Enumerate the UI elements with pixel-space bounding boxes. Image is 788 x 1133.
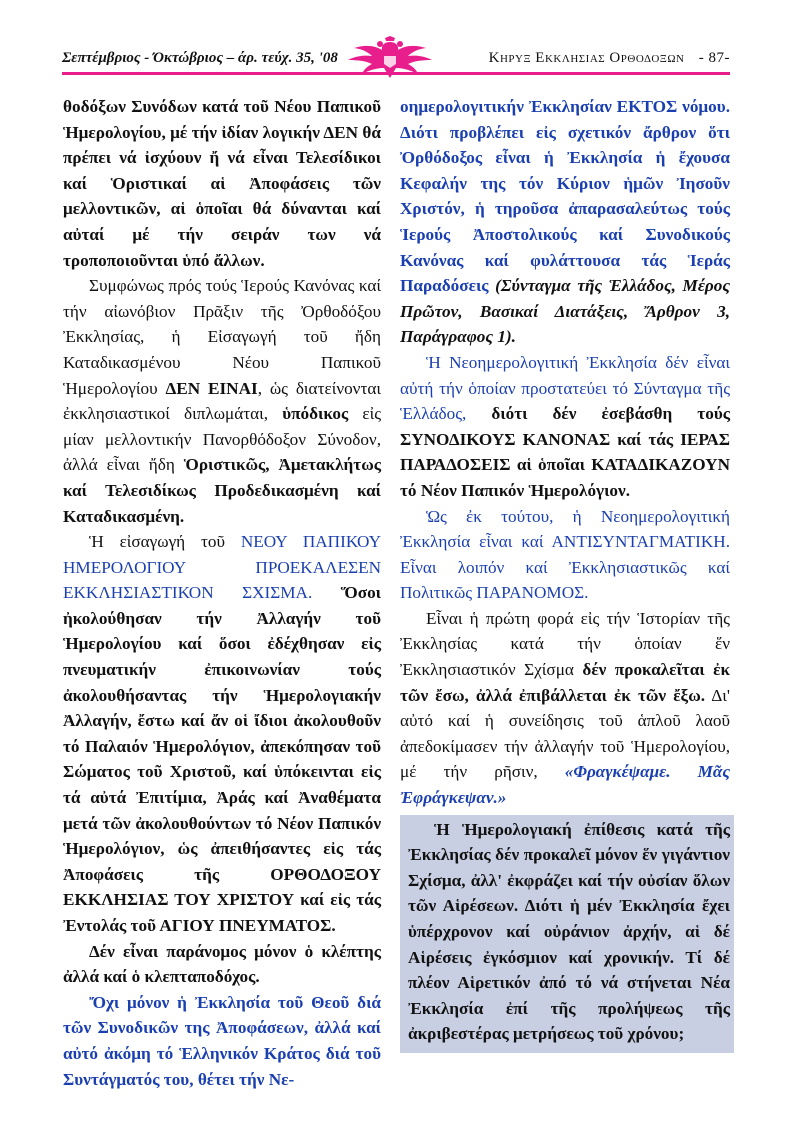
text-run: ΝΕΟΥ ΠΑΠΙΚΟΥ ΗΜΕΡΟΛΟΓΙΟΥ ΠΡΟΕΚΑΛΕΣΕΝ ΕΚΚΛΗΣΙΑΣΤΙΚΟΝ ΣΧΙΣΜΑ. — [63, 532, 382, 603]
text-run: (Σύνταγμα τῆς Ἑλλάδος, Μέρος Πρῶτον, Βασικαί Διατάξεις, Ἄρθρον 3, Παράγραφος 1). — [400, 276, 730, 347]
publication-title — [489, 50, 730, 67]
paragraph — [63, 273, 381, 529]
text-run: οημερολογιτικήν Ἐκκλησίαν ΕΚΤΟΣ νόμου. Διότι προβλέπει εἰς σχετικόν ἄρθρον ὅτι Ὀρθόδοξος εἶναι ἡ Ἐκκλησία ἡ ἔχουσα Κεφαλήν της τόν Κύριον ἡμῶν Ἰησοῦν Χριστόν, ἡ τηροῦσα ἀπαρασαλεύτως τούς Ἱερούς Ἀποστολικούς καί Συνοδικούς Κανόνας καί φυλάττουσα τάς Ἱεράς Παραδόσεις — [400, 97, 730, 296]
paragraph — [400, 606, 730, 811]
text-run: δέν προκαλεῖται ἐκ τῶν ἔσω, ἀλλά ἐπιβάλλεται ἐκ τῶν ἔξω. — [400, 660, 731, 705]
text-run: Ὁριστικῶς, Ἀμετακλήτως καί Τελεσιδίκως Προδεδικασμένη καί Καταδικασμένη. — [63, 455, 382, 526]
text-run: «Φραγκέψαμε. Μᾶς Ἐφράγκεψαν.» — [400, 762, 731, 808]
left-column — [63, 94, 381, 1092]
text-run: εἰς μίαν μελλοντικήν Πανορθόδοξον Σύνοδον, ἀλλά εἶναι ἤδη — [63, 404, 381, 475]
text-run: Ἡ Νεοημερολογιτική Ἐκκλησία δέν εἶναι αὐτή τήν ὁποίαν προστατεύει τό Σύνταγμα τῆς Ἑλλάδος, — [400, 352, 730, 424]
paragraph: Ὡς ἐκ τούτου, ἡ Νεοημερολογιτική Ἐκκλησία εἶναι καί ΑΝΤΙΣΥΝΤΑΓΜΑΤΙΚΗ. Εἶναι λοιπόν καί Ἐκκλησιαστικῶς καί Πολιτικῶς ΠΑΡΑΝΟΜΟΣ. — [400, 506, 730, 603]
paragraph — [400, 94, 730, 350]
paragraph: Δέν εἶναι παράνομος μόνον ὁ κλέπτης ἀλλά καί ὁ κλεπταποδόχος. — [63, 941, 381, 987]
text-run: ΔΕΝ ΕΙΝΑΙ — [165, 378, 258, 398]
paragraph — [400, 350, 730, 504]
text-run: Ὅσοι ἠκολούθησαν τήν Ἀλλαγήν τοῦ Ἡμερολογίου καί ὅσοι ἐδέχθησαν εἰς πνευματικήν ἐπικοινωνίαν τούς ἀκολουθήσαντας τήν Ἡμερολογιακήν Ἀλλαγήν, ἔστω καί ἄν οἱ ἴδιοι ἀκολουθοῦν τό Παλαιόν Ἡμερολόγιον, ἀπεκόπησαν τοῦ Σώματος τοῦ Χριστοῦ, καί ὑπόκεινται εἰς τά αὐτά Ἐπιτίμια, Ἀράς καί Ἀναθέματα μετά τῶν ἀκολουθούντων τό Νέον Παπικόν Ἡμερολόγιον, ὡς ἀπειθήσαντες εἰς τάς Ἀποφάσεις τῆς ΟΡΘΟΔΟΞΟΥ ΕΚΚΛΗΣΙΑΣ ΤΟΥ ΧΡΙΣΤΟΥ καί εἰς τάς Ἐντολάς τοῦ ΑΓΙΟΥ ΠΝΕΥΜΑΤΟΣ. — [63, 583, 381, 935]
right-column — [400, 94, 730, 1053]
paragraph — [63, 529, 381, 939]
text-run: Εἶναι ἡ πρώτη φορά εἰς τήν Ἱστορίαν τῆς Ἐκκλησίας κατά τήν ὁποίαν ἕν Ἐκκλησιαστικόν Σχίσμα — [400, 608, 730, 680]
page-number: - 87- — [698, 50, 730, 66]
page-header — [62, 36, 730, 80]
text-run: , ὡς διατείνονται ἐκκλησιαστικοί διπλωμάται, — [63, 378, 381, 424]
text-run: Ἡ εἰσαγωγή τοῦ — [89, 532, 225, 552]
text-run: Δι' αὐτό καί ἡ συνείδησις τοῦ ἁπλοῦ λαοῦ ἀπεδοκίμασεν τήν ἀλλαγήν τοῦ Ἡμερολογίου, μέ τήν ρῆσιν, — [400, 685, 730, 782]
header-rule — [62, 72, 730, 75]
paragraph: θοδόξων Συνόδων κατά τοῦ Νέου Παπικοῦ Ἡμερολογίου, μέ τήν ἰδίαν λογικήν ΔΕΝ θά πρέπει νά ἰσχύουν ἤ νά εἶναι Τελεσίδικοι καί Ὁριστικαί αἱ Ἀποφάσεις τῶν μελλοντικῶν, αἱ ὁποῖαι θά δύνανται καί αὐταί μέ τήν σειράν των νά τροποποιοῦνται ὑπό ἄλλων. — [63, 97, 381, 270]
publication-name: Κηρυξ Εκκλησιας Ορθοδοξων — [488, 50, 685, 66]
text-run: Συμφώνως πρός τούς Ἱερούς Κανόνας καί τήν αἰωνόβιον Πρᾶξιν τῆς Ὀρθοδόξου Ἐκκλησίας, ἡ Εἰσαγωγή τοῦ ἤδη Καταδικασμένου Νέου Παπικοῦ Ἡμερολογίου — [63, 276, 381, 398]
paragraph: Ὄχι μόνον ἡ Ἐκκλησία τοῦ Θεοῦ διά τῶν Συνοδικῶν της Ἀποφάσεων, ἀλλά καί αὐτό ἀκόμη τό Ἑλληνικόν Κράτος διά τοῦ Συντάγματός του, θέτει τήν Νε- — [63, 992, 381, 1089]
highlighted-paragraph: Ἡ Ἡμερολογιακή ἐπίθεσις κατά τῆς Ἐκκλησίας δέν προκαλεῖ μόνον ἕν γιγάντιον Σχίσμα, ἀλλ' ἐκφράζει καί τήν οὐσίαν ὅλων τῶν Αἱρέσεων. Διότι ἡ μέν Ἐκκλησία ἔχει ὑπέρχρονον καί οὐράνιον ἀρχήν, αἱ δέ Αἱρέσεις ἐγκόσμιον καί χρονικήν. Τί δέ πλέον Αἱρετικόν ἀπό τό νά στήνεται Νέα Ἐκκλησία ἐπί τῆς προλήψεως τῆς ἀκριβεστέρας μετρήσεως τοῦ χρόνου; — [400, 815, 734, 1053]
text-run: ὑπόδικος — [282, 404, 349, 424]
issue-info: Σεπτέμβριος - Όκτώβριος – άρ. τεύχ. 35, '08 — [62, 50, 338, 66]
text-run: διότι δέν ἐσεβάσθη τούς ΣΥΝΟΔΙΚΟΥΣ ΚΑΝΟΝΑΣ καί τάς ΙΕΡΑΣ ΠΑΡΑΔΟΣΕΙΣ αἱ ὁποῖαι ΚΑΤΑΔΙΚΑΖΟΥΝ τό Νέον Παπικόν Ἡμερολόγιον. — [400, 404, 730, 500]
